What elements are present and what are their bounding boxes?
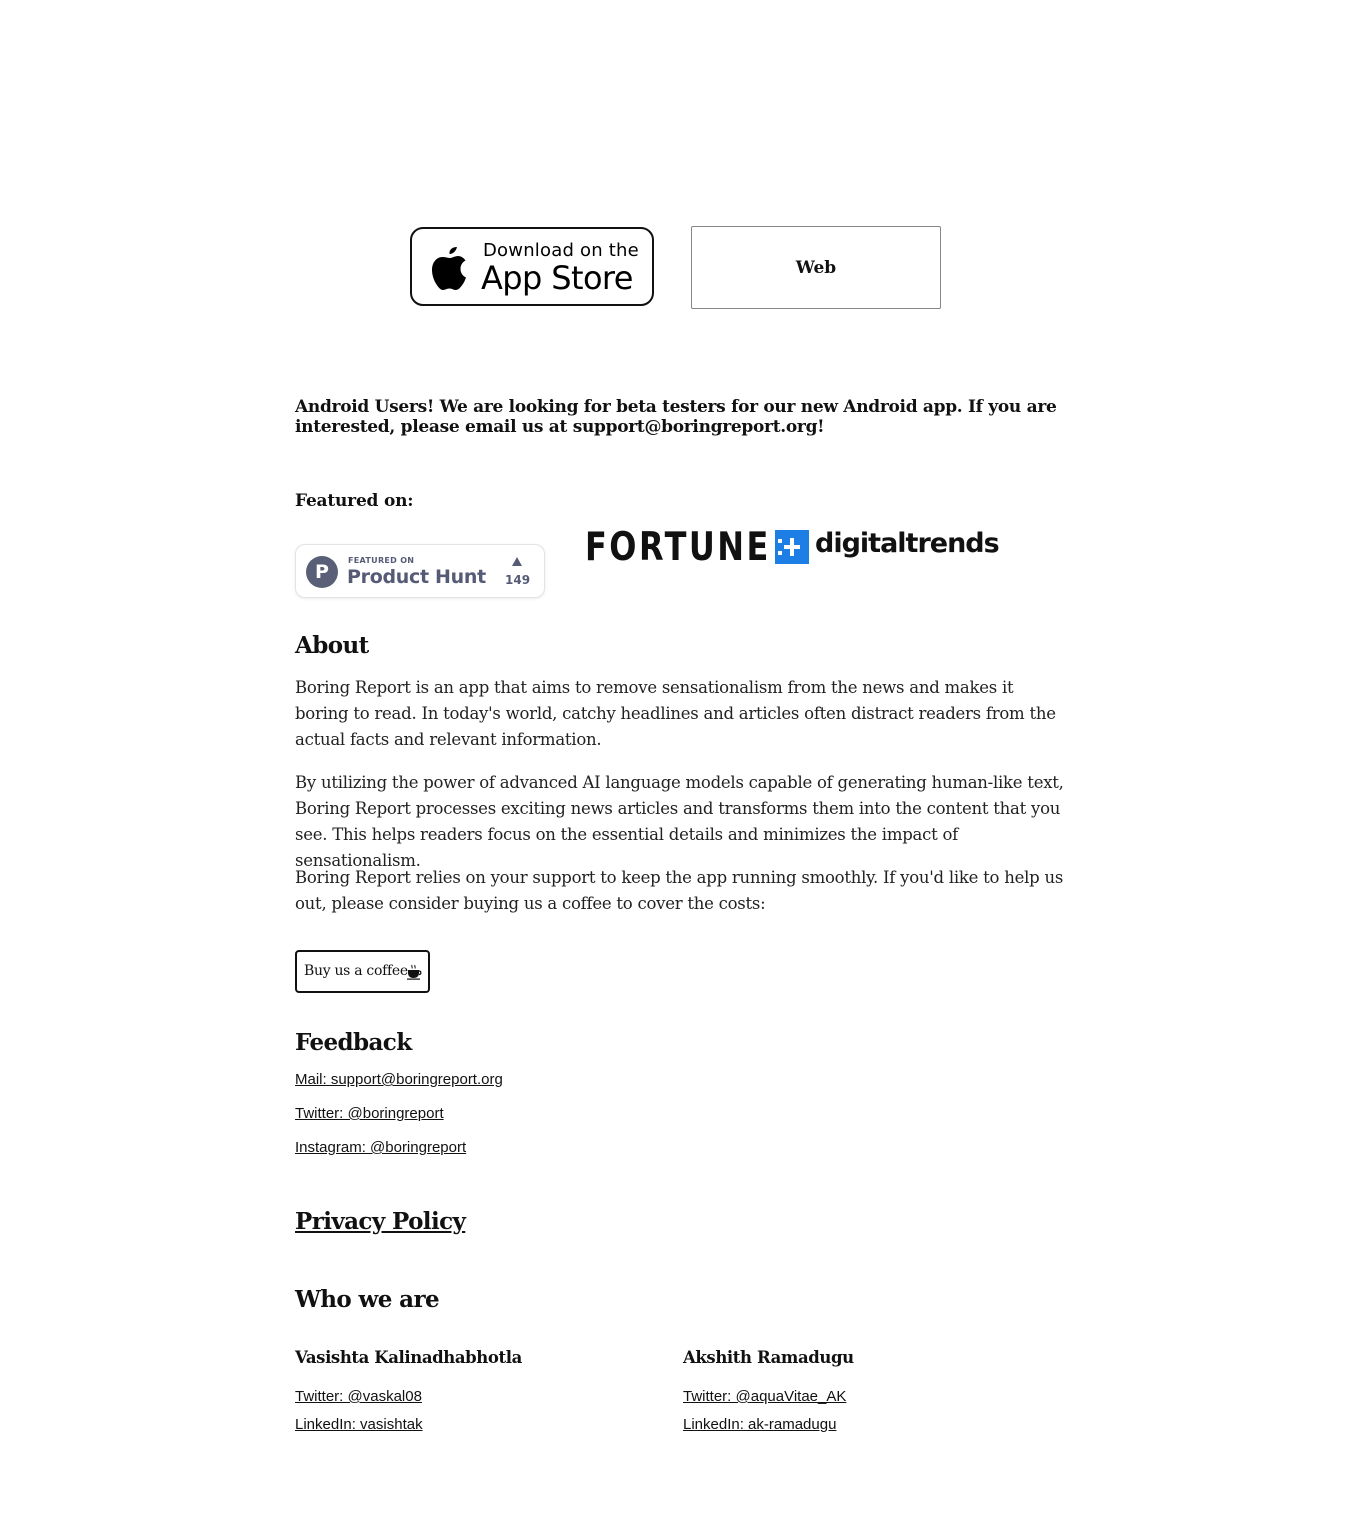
about-paragraph-3: Boring Report relies on your support to keep the app running smoothly. If you'd like to help us out, please consider buying us a coffee to cover the costs:	[295, 868, 1064, 913]
featured-label: Featured on:	[295, 491, 414, 511]
android-notice-suffix: !	[817, 417, 825, 437]
app-store-button[interactable]	[410, 227, 654, 306]
privacy-policy-link[interactable]: Privacy Policy	[295, 1208, 466, 1235]
fortune-logo[interactable]: FORTUNE	[585, 525, 771, 570]
product-hunt-votes: 149	[505, 573, 531, 587]
feedback-twitter-link[interactable]: Twitter: @boringreport	[295, 1105, 444, 1122]
digitaltrends-icon	[775, 530, 809, 564]
about-paragraph-2: By utilizing the power of advanced AI language models capable of generating human-like text, Boring Report processes exciting news articles and transforms them into the content that you see. This helps readers focus on the essential details and minimizes the impact of sensationalism.	[295, 773, 1064, 870]
upvote-icon	[512, 557, 522, 566]
digitaltrends-logo[interactable]: digitaltrends	[815, 528, 999, 559]
feedback-instagram-link[interactable]: Instagram: @boringreport	[295, 1139, 467, 1156]
about-heading: About	[295, 632, 369, 659]
person-name: Akshith Ramadugu	[683, 1348, 854, 1367]
person-name: Vasishta Kalinadhabhotla	[295, 1348, 522, 1367]
buy-coffee-button[interactable]	[295, 950, 430, 993]
person-linkedin-link[interactable]: LinkedIn: vasishtak	[295, 1416, 423, 1433]
android-email-link[interactable]: support@boringreport.org	[572, 417, 818, 437]
coffee-icon	[406, 964, 422, 980]
who-we-are-heading: Who we are	[295, 1286, 439, 1313]
product-hunt-name: Product Hunt	[347, 566, 486, 588]
appstore-line1: Download on the	[483, 240, 639, 261]
android-notice-text: Android Users! We are looking for beta testers for our new Android app. If you are interested, please email us at	[295, 397, 1057, 437]
product-hunt-small-label: FEATURED ON	[348, 556, 415, 565]
feedback-mail-link[interactable]: Mail: support@boringreport.org	[295, 1071, 503, 1088]
apple-icon	[430, 244, 470, 292]
appstore-line2: App Store	[481, 259, 633, 297]
product-hunt-icon: P	[306, 556, 338, 588]
feedback-heading: Feedback	[295, 1029, 412, 1056]
person-twitter-link[interactable]: Twitter: @vaskal08	[295, 1388, 422, 1405]
android-notice	[295, 397, 1065, 437]
person-twitter-link[interactable]: Twitter: @aquaVitae_AK	[683, 1388, 847, 1405]
person-linkedin-link[interactable]: LinkedIn: ak-ramadugu	[683, 1416, 837, 1433]
web-button[interactable]: Web	[691, 226, 941, 309]
product-hunt-badge[interactable]	[295, 544, 545, 598]
buy-coffee-label: Buy us a coffee	[304, 963, 408, 979]
about-paragraph-1: Boring Report is an app that aims to remove sensationalism from the news and makes it boring to read. In today's world, catchy headlines and articles often distract readers from the actual facts and relevant information.	[295, 678, 1056, 749]
